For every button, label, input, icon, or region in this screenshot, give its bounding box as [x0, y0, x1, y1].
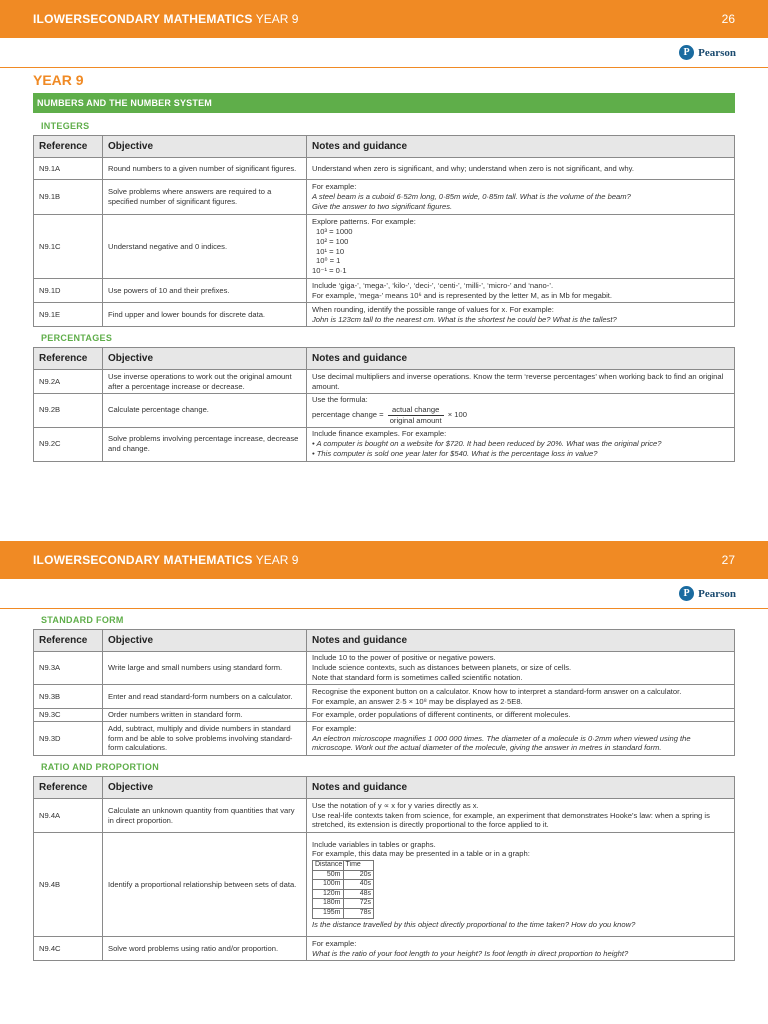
power-line: 10³ = 1000 [316, 226, 353, 236]
table-row [34, 279, 735, 303]
dt-row [313, 889, 374, 899]
dt-time: 20s [343, 870, 374, 880]
subsection-integers: INTEGERS [41, 120, 90, 131]
notes-cell [307, 722, 735, 756]
dt-row [313, 880, 374, 890]
dt-time: 72s [343, 899, 374, 909]
notes-line: Recognise the exponent button on a calculator. Know how to interpret a standard-form answer on a calculator. [312, 686, 682, 696]
table-row [34, 722, 735, 756]
percentages-table [33, 347, 735, 462]
notes-line: For example, this data may be presented in a table or in a graph: [312, 849, 530, 859]
page-number: 27 [721, 553, 735, 567]
ref-cell: N9.2C [34, 427, 103, 461]
ref-cell: N9.3C [34, 709, 103, 722]
ref-cell: N9.1C [34, 215, 103, 279]
notes-line: Note that standard form is sometimes called scientific notation. [312, 672, 523, 682]
header-title-bold: ILOWERSECONDARY MATHEMATICS [33, 12, 253, 26]
dt-distance: 100m [313, 880, 344, 890]
pearson-logo [679, 45, 736, 60]
table-row [34, 799, 735, 833]
power-line: 10² = 100 [316, 236, 349, 246]
subsection-ratio-and-proportion: RATIO AND PROPORTION [41, 761, 159, 772]
notes-cell: For example, order populations of different continents, or different molecules. [307, 709, 735, 722]
logo-row [0, 38, 768, 67]
header-title [33, 12, 298, 26]
notes-line: Use the notation of y ∝ x for y varies directly as x. [312, 800, 479, 810]
col-notes: Notes and guidance [307, 348, 735, 370]
notes-cell: Use decimal multipliers and inverse operations. Know the term ‘reverse percentages’ when working back to find an original amount. [307, 370, 735, 394]
dt-time: 78s [343, 908, 374, 918]
header-bar [0, 0, 768, 38]
power-line: 10⁻¹ = 0·1 [312, 266, 347, 276]
distance-time-table [312, 860, 374, 918]
table-row [34, 370, 735, 394]
subsection-percentages: PERCENTAGES [41, 332, 113, 343]
ref-cell: N9.4B [34, 833, 103, 937]
objective-cell: Use powers of 10 and their prefixes. [103, 279, 307, 303]
formula-fraction [388, 405, 444, 426]
table-row [34, 709, 735, 722]
table-row [34, 937, 735, 961]
page-number: 26 [721, 12, 735, 26]
table-header-row [34, 777, 735, 799]
objective-cell: Solve problems involving percentage increase, decrease and change. [103, 427, 307, 461]
notes-cell [307, 685, 735, 709]
objective-cell: Calculate percentage change. [103, 394, 307, 428]
notes-cell [307, 303, 735, 327]
ref-cell: N9.3D [34, 722, 103, 756]
notes-cell [307, 180, 735, 215]
table-row [34, 833, 735, 937]
table-row [34, 158, 735, 180]
ref-cell: N9.3B [34, 685, 103, 709]
table-row [34, 215, 735, 279]
notes-line: For example, an answer 2·5 × 10⁸ may be displayed as 2·5E8. [312, 696, 523, 706]
pearson-logo-text: Pearson [698, 46, 736, 59]
notes-line: John is 123cm tall to the nearest cm. What is the shortest he could be? What is the tallest? [312, 314, 617, 324]
divider [0, 608, 768, 609]
ref-cell: N9.1A [34, 158, 103, 180]
objective-cell: Solve word problems using ratio and/or proportion. [103, 937, 307, 961]
dt-distance: 195m [313, 908, 344, 918]
col-objective: Objective [103, 136, 307, 158]
power-line: 10¹ = 10 [316, 246, 345, 256]
col-reference: Reference [34, 348, 103, 370]
dt-header-row [313, 861, 374, 871]
header-bar [0, 541, 768, 579]
notes-cell [307, 652, 735, 685]
ref-cell: N9.1D [34, 279, 103, 303]
notes-line: An electron microscope magnifies 1 000 000 times. The diameter of a molecule is 0·2mm when viewed using the microscope. Work out the actual diameter of the molecule, giving the answer in metres in standard form. [312, 733, 691, 753]
table-header-row [34, 136, 735, 158]
table-row [34, 180, 735, 215]
notes-line: What is the ratio of your foot length to your height? Is foot length in direct proportion to height? [312, 948, 629, 958]
notes-line: Give the answer to two significant figures. [312, 201, 453, 211]
ratio-table [33, 776, 735, 961]
objective-cell: Use inverse operations to work out the original amount after a percentage increase or decrease. [103, 370, 307, 394]
notes-line: Explore patterns. For example: [312, 216, 416, 226]
col-notes: Notes and guidance [307, 777, 735, 799]
table-row [34, 652, 735, 685]
notes-line: Include finance examples. For example: [312, 429, 447, 439]
divider [0, 67, 768, 68]
objective-cell: Write large and small numbers using standard form. [103, 652, 307, 685]
dt-distance: 50m [313, 870, 344, 880]
notes-line: Is the distance travelled by this object directly proportional to the time taken? How do you know? [312, 919, 636, 929]
col-objective: Objective [103, 630, 307, 652]
header-title-year: YEAR 9 [255, 553, 299, 567]
objective-cell: Calculate an unknown quantity from quantities that vary in direct proportion. [103, 799, 307, 833]
header-title-bold: ILOWERSECONDARY MATHEMATICS [33, 553, 253, 567]
notes-line: For example: [312, 182, 357, 192]
notes-bullet: • A computer is bought on a website for $720. It had been reduced by 20%. What was the original price? [312, 439, 662, 449]
objective-cell: Add, subtract, multiply and divide numbers in standard form and be able to solve problems involving standard-form calculations. [103, 722, 307, 756]
table-row [34, 427, 735, 461]
ref-cell: N9.1E [34, 303, 103, 327]
header-title [33, 553, 298, 567]
formula-numerator: actual change [388, 405, 444, 416]
objective-cell: Understand negative and 0 indices. [103, 215, 307, 279]
objective-cell: Round numbers to a given number of significant figures. [103, 158, 307, 180]
objective-cell: Find upper and lower bounds for discrete data. [103, 303, 307, 327]
notes-line: When rounding, identify the possible range of values for x. For example: [312, 304, 554, 314]
objective-cell: Solve problems where answers are required to a specified number of significant figures. [103, 180, 307, 215]
header-title-year: YEAR 9 [255, 12, 299, 26]
ref-cell: N9.1B [34, 180, 103, 215]
col-reference: Reference [34, 777, 103, 799]
objective-cell: Identify a proportional relationship between sets of data. [103, 833, 307, 937]
dt-time: 48s [343, 889, 374, 899]
notes-cell [307, 799, 735, 833]
notes-cell [307, 833, 735, 937]
table-row [34, 394, 735, 428]
year-title: YEAR 9 [33, 72, 84, 88]
col-notes: Notes and guidance [307, 136, 735, 158]
notes-line: For example: [312, 723, 357, 733]
col-reference: Reference [34, 630, 103, 652]
formula-lhs: percentage change = [312, 410, 384, 420]
notes-cell [307, 937, 735, 961]
notes-cell [307, 427, 735, 461]
notes-line: Include science contexts, such as distances between planets, or size of cells. [312, 663, 572, 673]
dt-time: 40s [343, 880, 374, 890]
formula-rhs: × 100 [447, 410, 467, 420]
page-27 [0, 541, 768, 1024]
dt-row [313, 908, 374, 918]
standard-form-table [33, 629, 735, 756]
table-row [34, 303, 735, 327]
notes-bullet: • This computer is sold one year later for $540. What is the percentage loss in value? [312, 449, 598, 458]
notes-cell [307, 279, 735, 303]
pearson-logo-icon: P [679, 45, 694, 60]
notes-line: Include 10 to the power of positive or negative powers. [312, 653, 496, 663]
dt-distance: 180m [313, 899, 344, 909]
notes-line: Include ‘giga-’, ‘mega-’, ‘kilo-’, ‘deci-’, ‘centi-’, ‘milli-’, ‘micro-’ and ‘nano-’. [312, 280, 554, 290]
objective-cell: Enter and read standard-form numbers on a calculator. [103, 685, 307, 709]
notes-line: A steel beam is a cuboid 6·52m long, 0·85m wide, 0·85m tall. What is the volume of the beam? [312, 192, 631, 202]
pearson-logo [679, 586, 736, 601]
dt-distance: 120m [313, 889, 344, 899]
dt-header-time: Time [343, 861, 374, 871]
col-objective: Objective [103, 348, 307, 370]
notes-cell [307, 394, 735, 428]
ref-cell: N9.2A [34, 370, 103, 394]
integers-table [33, 135, 735, 327]
dt-header-distance: Distance [313, 861, 344, 871]
ref-cell: N9.3A [34, 652, 103, 685]
col-reference: Reference [34, 136, 103, 158]
pearson-logo-text: Pearson [698, 587, 736, 600]
notes-line: Include variables in tables or graphs. [312, 839, 436, 849]
objective-cell: Order numbers written in standard form. [103, 709, 307, 722]
power-line: 10⁰ = 1 [316, 256, 341, 266]
ref-cell: N9.4C [34, 937, 103, 961]
ref-cell: N9.4A [34, 799, 103, 833]
logo-row [0, 579, 768, 608]
dt-row [313, 899, 374, 909]
percentage-formula [312, 404, 467, 425]
notes-line: Use the formula: [312, 395, 368, 404]
subsection-standard-form: STANDARD FORM [41, 614, 124, 625]
formula-denominator: original amount [389, 415, 442, 425]
table-header-row [34, 348, 735, 370]
notes-line: For example: [312, 938, 357, 948]
notes-line: For example, ‘mega-’ means 10⁶ and is represented by the letter M, as in Mb for megabit. [312, 290, 612, 300]
col-notes: Notes and guidance [307, 630, 735, 652]
dt-row [313, 870, 374, 880]
notes-cell [307, 215, 735, 279]
notes-line: Use real-life contexts taken from science, for example, an experiment that demonstrates Hooke’s law: when a spring is stretched, its extension is directly proportional to the force applied to it. [312, 810, 710, 830]
ref-cell: N9.2B [34, 394, 103, 428]
table-header-row [34, 630, 735, 652]
notes-cell: Understand when zero is significant, and why; understand when zero is not significant, and why. [307, 158, 735, 180]
col-objective: Objective [103, 777, 307, 799]
section-title: NUMBERS AND THE NUMBER SYSTEM [33, 93, 735, 113]
pearson-logo-icon: P [679, 586, 694, 601]
page-26 [0, 0, 768, 500]
table-row [34, 685, 735, 709]
